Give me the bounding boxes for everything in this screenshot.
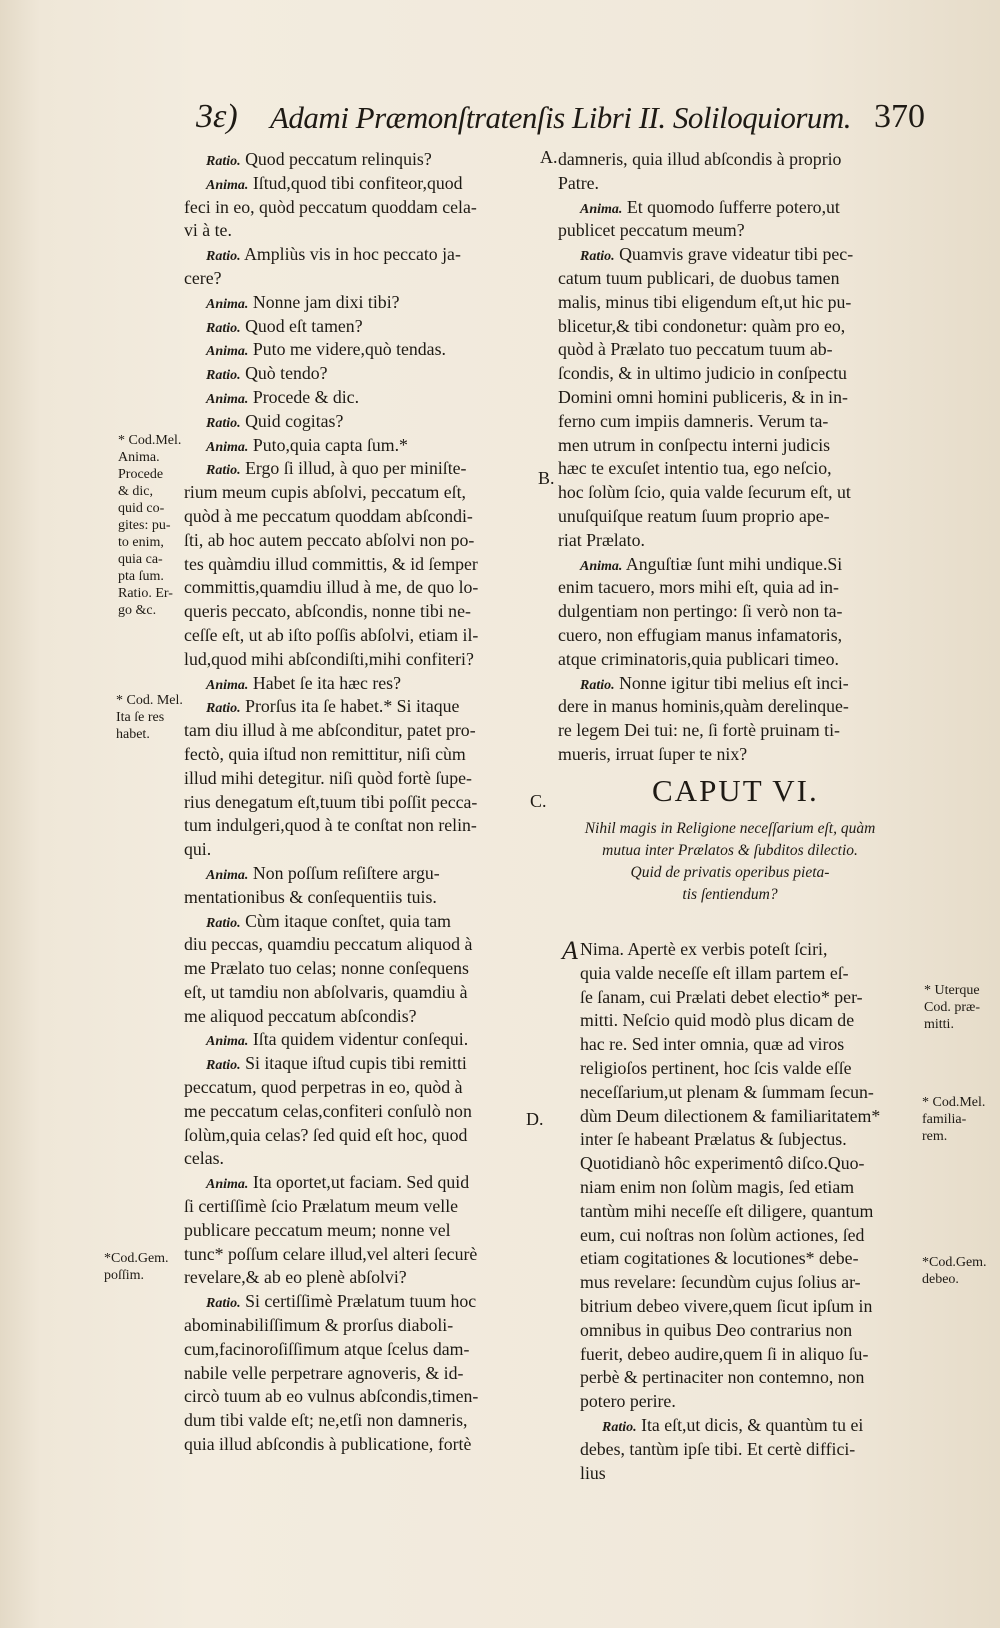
chapter-summary-line: mutua inter Prælatos & ſubditos dilectio. xyxy=(602,842,858,859)
section-letter-b: B. xyxy=(538,468,555,488)
text-line xyxy=(580,1295,940,1319)
text-line xyxy=(184,695,544,719)
text-line xyxy=(558,219,938,243)
line-text: Puto,quia capta ſum.* xyxy=(248,434,408,455)
text-line xyxy=(184,1290,544,1314)
line-text: nabile velle perpetrare agnoveris, & id- xyxy=(184,1362,464,1383)
margin-note-line: Ratio. Er- xyxy=(118,586,173,601)
text-line xyxy=(580,1438,940,1462)
line-text: Habet ſe ita hæc res? xyxy=(248,672,401,693)
line-text: ſolùm,quia celas? ſed quid eſt hoc, quod xyxy=(184,1124,468,1145)
section-letter-c: C. xyxy=(530,791,547,811)
line-text: malis, minus tibi eligendum eſt,ut hic pu- xyxy=(558,291,852,312)
line-text: ſi certiſſimè ſcio Prælatum meum velle xyxy=(184,1196,459,1217)
text-line xyxy=(184,148,544,172)
speaker-label: Ratio. xyxy=(580,677,615,693)
right-column-top xyxy=(558,148,938,767)
chapter-summary-line: Quid de privatis operibus pieta- xyxy=(630,864,830,881)
margin-note xyxy=(104,1250,169,1284)
line-text: Quod peccatum relinquis? xyxy=(240,149,432,169)
margin-note-line: *Cod.Gem. xyxy=(104,1251,169,1266)
line-text: mus revelare: ſecundùm cujus ſolius ar- xyxy=(580,1272,861,1293)
line-text: mentationibus & conſequentiis tuis. xyxy=(184,886,437,907)
margin-note xyxy=(922,1094,985,1145)
text-line xyxy=(184,434,544,458)
line-text: rium meum cupis abſolvi, peccatum eſt, xyxy=(184,482,466,503)
line-text: Et quomodo ſufferre potero,ut xyxy=(622,196,840,217)
text-line xyxy=(184,1195,544,1219)
text-line xyxy=(580,1057,940,1081)
text-line xyxy=(558,315,938,339)
text-line xyxy=(184,1409,544,1433)
text-line xyxy=(184,1005,544,1029)
line-text: men utrum in conſpectu interni judicis xyxy=(558,434,831,455)
margin-note-line: mitti. xyxy=(924,1017,954,1032)
text-line xyxy=(558,338,938,362)
text-line xyxy=(184,672,544,696)
line-text: Quamvis grave videatur tibi pec- xyxy=(614,244,854,265)
text-line xyxy=(184,838,544,862)
line-text: potero perire. xyxy=(580,1391,676,1412)
text-line xyxy=(580,1224,940,1248)
margin-note-line: pta ſum. xyxy=(118,569,164,584)
margin-note-line: habet. xyxy=(116,727,150,742)
line-text: Iſtud,quod tibi confiteor,quod xyxy=(248,172,463,193)
speaker-label: Anima. xyxy=(206,867,249,883)
chapter-title: CAPUT VI. xyxy=(652,773,819,808)
speaker-label: Ratio. xyxy=(206,249,241,265)
text-line xyxy=(580,1319,940,1343)
page-number-left: 3ɛ) xyxy=(196,98,238,135)
line-text: hoc ſolùm ſcio, quia valde ſecurum eſt, ut xyxy=(558,482,851,503)
text-line xyxy=(580,986,940,1010)
line-text: etiam cogitationes & locutiones* debe- xyxy=(580,1248,859,1269)
line-text: damneris, quia illud abſcondis à proprio xyxy=(558,149,842,169)
text-line xyxy=(184,410,544,434)
text-line xyxy=(184,1028,544,1052)
line-text: bitrium debeo vivere,quem ſicut ipſum in xyxy=(580,1295,873,1316)
text-line xyxy=(558,267,938,291)
margin-note xyxy=(924,982,980,1033)
line-text: Ita eſt,ut dicis, & quantùm tu ei xyxy=(636,1414,864,1435)
right-column-bottom xyxy=(580,938,940,1485)
text-line xyxy=(558,672,938,696)
line-text: tunc* poſſum celare illud,vel alteri ſecurè xyxy=(184,1243,478,1264)
page-number-right: 370 xyxy=(874,98,925,135)
speaker-label: Anima. xyxy=(580,558,623,574)
speaker-label: Anima. xyxy=(206,391,249,407)
line-text: cum,facinoroſiſſimum atque ſcelus dam- xyxy=(184,1338,470,1359)
text-line xyxy=(558,434,938,458)
text-line xyxy=(580,1033,940,1057)
line-text: circò tuum ab eo vulnus abſcondis,timen- xyxy=(184,1386,479,1407)
line-text: riat Prælato. xyxy=(558,529,645,550)
line-text: niam enim non ſolùm magis, ſed etiam xyxy=(580,1176,855,1197)
line-text: Prorſus ita ſe habet.* Si itaque xyxy=(240,696,460,717)
line-text: ſe ſanam, cui Prælati debet electio* per- xyxy=(580,986,863,1007)
text-line xyxy=(184,315,544,339)
line-text: rius denegatum eſt,tuum tibi poſſit pecca- xyxy=(184,791,478,812)
text-line xyxy=(558,172,938,196)
margin-note-line: * Cod.Mel. xyxy=(118,433,182,448)
text-line xyxy=(580,1366,940,1390)
text-line xyxy=(558,624,938,648)
text-line xyxy=(558,196,938,220)
line-text: Quod eſt tamen? xyxy=(240,315,363,336)
text-line xyxy=(184,362,544,386)
text-line xyxy=(580,962,940,986)
line-text: Quò tendo? xyxy=(240,363,328,384)
line-text: fectò, quia iſtud non remittitur, niſi cùm xyxy=(184,743,466,764)
line-text: blicetur,& tibi condonetur: quàm pro eo, xyxy=(558,315,846,336)
text-line xyxy=(184,172,544,196)
text-line xyxy=(558,719,938,743)
line-text: quòd à me peccatum quoddam abſcondi- xyxy=(184,505,473,526)
text-line xyxy=(184,481,544,505)
text-line xyxy=(184,1266,544,1290)
line-text: me aliquod peccatum abſcondis? xyxy=(184,1005,417,1026)
text-line xyxy=(558,505,938,529)
margin-note-line: Ita ſe res xyxy=(116,710,165,725)
text-line xyxy=(184,457,544,481)
line-text: me peccatum celas,confiteri conſulò non xyxy=(184,1100,472,1121)
line-text: ceſſe eſt, ut ab iſto poſſis abſolvi, etiam il- xyxy=(184,624,479,645)
speaker-label: Anima. xyxy=(206,296,249,312)
line-text: catum tuum publicari, de duobus tamen xyxy=(558,267,840,288)
line-text: Procede & dic. xyxy=(248,386,360,407)
line-text: mueris, irruat ſuper te nix? xyxy=(558,743,748,764)
margin-note-line: * Cod. Mel. xyxy=(116,693,183,708)
text-line xyxy=(580,1081,940,1105)
speaker-label: Anima. xyxy=(206,677,249,693)
margin-note-line: Anima. xyxy=(118,450,160,465)
text-line xyxy=(184,267,544,291)
margin-note-line: *Cod.Gem. xyxy=(922,1255,987,1270)
line-text: Quid cogitas? xyxy=(240,410,344,431)
text-line xyxy=(184,1219,544,1243)
section-letter-d: D. xyxy=(526,1109,544,1129)
text-line xyxy=(558,243,938,267)
text-line xyxy=(580,1176,940,1200)
speaker-label: Ratio. xyxy=(206,701,241,717)
line-text: qui. xyxy=(184,839,212,860)
text-line xyxy=(580,938,940,962)
line-text: lius xyxy=(580,1462,606,1483)
text-line xyxy=(558,553,938,577)
text-line xyxy=(558,457,938,481)
text-line xyxy=(184,219,544,243)
text-line xyxy=(580,1247,940,1271)
text-line xyxy=(184,600,544,624)
text-line xyxy=(580,1462,940,1486)
line-text: Puto me videre,quò tendas. xyxy=(248,339,446,360)
line-text: unuſquiſque reatum ſuum proprio ape- xyxy=(558,505,830,526)
text-line xyxy=(558,148,938,172)
text-line xyxy=(558,743,938,767)
text-line xyxy=(184,553,544,577)
line-text: cuero, non effugiam manus infamatoris, xyxy=(558,624,843,645)
margin-note-line: rem. xyxy=(922,1129,948,1144)
text-line xyxy=(580,1343,940,1367)
text-line xyxy=(184,743,544,767)
text-line xyxy=(558,600,938,624)
margin-note-line: quid co- xyxy=(118,501,165,516)
line-text: feci in eo, quòd peccatum quoddam cela- xyxy=(184,196,477,217)
line-text: publicet peccatum meum? xyxy=(558,220,745,241)
text-line xyxy=(184,1124,544,1148)
margin-note-line: * Cod.Mel. xyxy=(922,1095,986,1110)
line-text: Cùm itaque conſtet, quia tam xyxy=(240,910,451,931)
line-text: Ampliùs vis in hoc peccato ja- xyxy=(240,244,461,265)
margin-note-line: debeo. xyxy=(922,1272,959,1287)
text-line xyxy=(580,1271,940,1295)
text-line xyxy=(184,1100,544,1124)
speaker-label: Ratio. xyxy=(206,415,241,431)
line-text: tes quàmdiu illud committis, & id ſemper xyxy=(184,553,478,574)
text-line xyxy=(184,1314,544,1338)
margin-note-line: go &c. xyxy=(118,603,157,618)
line-text: revelare,& ab eo plenè abſolvi? xyxy=(184,1267,407,1288)
line-text: ferno cum impiis damneris. Verum ta- xyxy=(558,410,829,431)
text-line xyxy=(558,648,938,672)
line-text: dum tibi valde eſt; ne,etſi non damneris, xyxy=(184,1410,468,1431)
margin-note-line: & dic, xyxy=(118,484,153,499)
margin-note-line: Cod. præ- xyxy=(924,1000,980,1015)
line-text: hac re. Sed inter omnia, quæ ad viros xyxy=(580,1034,845,1055)
line-text: Iſta quidem videntur conſequi. xyxy=(248,1029,469,1050)
text-line xyxy=(184,957,544,981)
text-line xyxy=(184,196,544,220)
line-text: Si certiſſimè Prælatum tuum hoc xyxy=(240,1291,477,1312)
line-text: publicare peccatum meum; nonne vel xyxy=(184,1219,451,1240)
text-line xyxy=(558,362,938,386)
margin-note xyxy=(118,432,181,619)
line-text: peccatum, quod perpetras in eo, quòd à xyxy=(184,1077,463,1098)
line-text: Ergo ſi illud, à quo per miniſte- xyxy=(240,458,467,479)
line-text: Patre. xyxy=(558,172,599,193)
text-line xyxy=(184,243,544,267)
line-text: dere in manus hominis,quàm derelinque- xyxy=(558,696,849,717)
chapter-summary xyxy=(560,818,900,906)
text-line xyxy=(184,505,544,529)
speaker-label: Ratio. xyxy=(580,249,615,265)
line-text: celas. xyxy=(184,1148,224,1169)
speaker-label: Ratio. xyxy=(206,915,241,931)
margin-note xyxy=(116,692,183,743)
text-line xyxy=(184,933,544,957)
line-text: inter ſe habeant Prælatus & ſubjectus. xyxy=(580,1129,847,1150)
text-line xyxy=(184,1433,544,1457)
line-text: Ita oportet,ut faciam. Sed quid xyxy=(248,1172,470,1193)
line-text: diu peccas, quamdiu peccatum aliquod à xyxy=(184,934,473,955)
speaker-label: Ratio. xyxy=(206,463,241,479)
line-text: hæc te excuſet intentio tua, ego neſcio, xyxy=(558,458,832,479)
margin-note-line: quia ca- xyxy=(118,552,163,567)
line-text: religioſos pertinent, hoc ſcis valde eſſe xyxy=(580,1057,852,1078)
line-text: illud mihi detegitur. niſi quòd fortè ſupe- xyxy=(184,767,472,788)
text-line xyxy=(184,862,544,886)
speaker-label: Anima. xyxy=(580,201,623,217)
text-line xyxy=(184,767,544,791)
running-title: Adami Præmonſtratenſis Libri II. Soliloquiorum. xyxy=(270,100,852,135)
text-line xyxy=(184,624,544,648)
margin-note-line: gites: pu- xyxy=(118,518,171,533)
text-line xyxy=(184,910,544,934)
line-text: committis,quamdiu illud à me, de quo lo- xyxy=(184,577,479,598)
line-text: tantùm mihi neceſſe eſt diligere, quantum xyxy=(580,1200,874,1221)
text-line xyxy=(558,529,938,553)
line-text: Domini omni homini publiceris, & in in- xyxy=(558,386,848,407)
line-text: me Prælato tuo celas; nonne conſequens xyxy=(184,958,469,979)
text-line xyxy=(580,1390,940,1414)
line-text: dulgentiam non pertingo: ſi verò non ta- xyxy=(558,601,843,622)
speaker-label: Anima. xyxy=(206,344,249,360)
text-line xyxy=(558,576,938,600)
text-line xyxy=(580,1009,940,1033)
text-line xyxy=(184,1362,544,1386)
text-line xyxy=(184,1243,544,1267)
line-text: quia valde neceſſe eſt illam partem eſ- xyxy=(580,962,849,983)
text-line xyxy=(558,695,938,719)
running-header xyxy=(0,98,1000,148)
text-line xyxy=(558,291,938,315)
text-line xyxy=(184,1052,544,1076)
speaker-label: Ratio. xyxy=(206,1296,241,1312)
text-line xyxy=(184,1147,544,1171)
speaker-label: Ratio. xyxy=(602,1419,637,1435)
speaker-label: Anima. xyxy=(206,1177,249,1193)
line-text: quia illud abſcondis à publicatione, fortè xyxy=(184,1434,472,1455)
speaker-label: Ratio. xyxy=(206,1058,241,1074)
line-text: eum, cui noſtras non ſolùm actiones, ſed xyxy=(580,1224,865,1245)
margin-note-line: Procede xyxy=(118,467,164,482)
margin-note-line: * Uterque xyxy=(924,983,980,998)
line-text: re legem Dei tui: ne, ſi fortè pruinam ti- xyxy=(558,720,840,741)
line-text: enim tacuero, mors mihi eſt, quia ad in- xyxy=(558,577,839,598)
line-text: Si itaque iſtud cupis tibi remitti xyxy=(240,1053,467,1074)
line-text: Nima. Apertè ex verbis poteſt ſciri, xyxy=(580,939,828,959)
speaker-label: Ratio. xyxy=(206,320,241,336)
line-text: mitti. Neſcio quid modò plus dicam de xyxy=(580,1010,855,1031)
speaker-label: Ratio. xyxy=(206,368,241,384)
speaker-label: Ratio. xyxy=(206,154,241,169)
line-text: tum indulgeri,quod à te conſtat non relin- xyxy=(184,815,477,836)
text-line xyxy=(184,981,544,1005)
text-line xyxy=(184,1338,544,1362)
text-line xyxy=(580,1128,940,1152)
section-letter-a: A. xyxy=(540,147,558,167)
text-line xyxy=(184,719,544,743)
text-line xyxy=(580,1105,940,1129)
text-line xyxy=(184,886,544,910)
line-text: dùm Deum dilectionem & familiaritatem* xyxy=(580,1105,881,1126)
initial-letter: A xyxy=(562,936,578,965)
line-text: abominabiliſſimum & prorſus diaboli- xyxy=(184,1315,454,1336)
line-text: tam diu illud à me abſconditur, patet pro- xyxy=(184,720,476,741)
line-text: quòd à Prælato tuo peccatum tuum ab- xyxy=(558,339,833,360)
margin-note-line: familia- xyxy=(922,1112,967,1127)
text-line xyxy=(184,814,544,838)
line-text: perbè & pertinaciter non contemno, non xyxy=(580,1367,865,1388)
line-text: Anguſtiæ ſunt mihi undique.Si xyxy=(622,553,843,574)
text-line xyxy=(580,1200,940,1224)
text-line xyxy=(184,1385,544,1409)
text-line xyxy=(184,291,544,315)
line-text: Non poſſum reſiſtere argu- xyxy=(248,862,440,883)
speaker-label: Anima. xyxy=(206,439,249,455)
margin-note-line: to enim, xyxy=(118,535,164,550)
text-line xyxy=(184,338,544,362)
line-text: Quotidianò hôc experimentô diſco.Quo- xyxy=(580,1153,865,1174)
line-text: debes, tantùm ipſe tibi. Et certè diffici- xyxy=(580,1438,856,1459)
chapter-summary-line: tis ſentiendum? xyxy=(682,886,778,903)
text-line xyxy=(558,410,938,434)
line-text: atque criminatoris,quia publicari timeo. xyxy=(558,648,839,669)
line-text: omnibus in quibus Deo contrarius non xyxy=(580,1319,853,1340)
line-text: vi à te. xyxy=(184,220,232,241)
margin-note xyxy=(922,1254,987,1288)
line-text: cere? xyxy=(184,267,222,288)
text-line xyxy=(580,1414,940,1438)
text-line xyxy=(558,481,938,505)
text-line xyxy=(580,1152,940,1176)
line-text: eſt, ut tamdiu non abſolvaris, quamdiu à xyxy=(184,981,468,1002)
text-line xyxy=(184,1076,544,1100)
line-text: queris peccato, abſcondis, nonne tibi ne- xyxy=(184,601,471,622)
text-line xyxy=(184,529,544,553)
text-line xyxy=(184,576,544,600)
line-text: ſti, ab hoc autem peccato abſolvi non po- xyxy=(184,529,475,550)
text-line xyxy=(184,386,544,410)
left-column xyxy=(184,148,544,1457)
margin-note-line: poſſim. xyxy=(104,1268,145,1283)
speaker-label: Anima. xyxy=(206,1034,249,1050)
text-line xyxy=(184,791,544,815)
chapter-summary-line: Nihil magis in Religione neceſſarium eſt, quàm xyxy=(584,820,876,837)
line-text: fuerit, debeo audire,quem ſi in aliquo ſu- xyxy=(580,1343,869,1364)
text-line xyxy=(184,648,544,672)
line-text: ſcondis, & in ultimo judicio in conſpectu xyxy=(558,363,847,384)
line-text: lud,quod mihi abſcondiſti,mihi confiteri? xyxy=(184,648,474,669)
line-text: Nonne igitur tibi melius eſt inci- xyxy=(614,672,849,693)
speaker-label: Anima. xyxy=(206,177,249,193)
text-line xyxy=(558,386,938,410)
line-text: neceſſarium,ut plenam & ſummam ſecun- xyxy=(580,1081,874,1102)
line-text: Nonne jam dixi tibi? xyxy=(248,291,400,312)
text-line xyxy=(184,1171,544,1195)
